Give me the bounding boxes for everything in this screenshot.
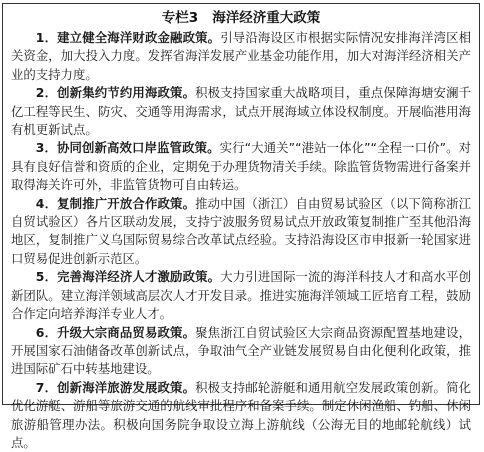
policy-item-3 (11, 139, 471, 194)
policy-item-7 (11, 379, 471, 452)
policy-item-2 (11, 84, 471, 139)
box-heading: 海洋经济重大政策 (212, 10, 321, 26)
policy-item-body: 推动中国（浙江）自由贸易试验区（以下简称浙江自贸试验区）各片区联动发展，支持宁波服务贸易试点开放政策复制推广至其他沿海地区，复制推广义乌国际贸易综合改革试点经验。支持沿海设区市申报新一轮国家进口贸易促进创新示范区。 (11, 195, 472, 266)
policy-item-lead: 4．复制推广开放合作政策。 (35, 195, 196, 211)
policy-item-1 (11, 29, 471, 84)
policy-item-lead: 6．升级大宗商品贸易政策。 (35, 324, 196, 340)
policy-item-lead: 3．协同创新高效口岸监管政策。 (35, 140, 220, 156)
box-title (11, 9, 471, 28)
policy-item-lead: 5．完善海洋经济人才激励政策。 (35, 269, 221, 285)
policy-item-body: 积极支持邮轮游艇和通用航空发展政策创新。简化优化游艇、游船等旅游交通的航线审批程序和备案手续。制定休闲渔船、钓船、休闲旅游船管理办法。积极向国务院争取设立海上游航线（公海无目的地邮轮航线）试点。 (11, 379, 472, 450)
policy-item-4 (11, 195, 471, 269)
policy-item-body: 大力引进国际一流的海洋科技人才和高水平创新团队。建立海洋领域高层次人才开发目录。推进实施海洋领域工匠培育工程，鼓励合作定向培养海洋专业人才。 (11, 269, 472, 322)
policy-item-body: 积极支持国家重大战略项目，重点保障海塘安澜千亿工程等民生、防灾、交通等用海需求，试点开展海域立体设权制度。开展临港用海有机更新试点。 (11, 85, 472, 138)
box-label: 专栏3 (161, 10, 199, 26)
policy-item-lead: 7．创新海洋旅游发展政策。 (35, 379, 196, 395)
policy-item-lead: 2．创新集约节约用海政策。 (35, 85, 196, 101)
policy-item-body: 聚焦浙江自贸试验区大宗商品资源配置基地建设，开展国家石油储备改革创新试点，争取油气全产业链发展贸易自由化便利化政策，推进国际矿石中转基地建设。 (11, 324, 472, 377)
policy-box (2, 3, 480, 450)
policy-item-lead: 1．建立健全海洋财政金融政策。 (35, 30, 221, 45)
policy-item-5 (11, 268, 471, 323)
policy-item-body: 引导沿海设区市根据实际情况安排海洋湾区相关资金，加大投入力度。发挥省海洋发展产业基金功能作用，加大对海洋经济相关产业的支持力度。 (11, 30, 472, 82)
policy-item-6 (11, 324, 471, 379)
policy-item-body: 实行“大通关”“港站一体化”“全程一口价”。对具有良好信誉和资质的企业，定期免于办理货物清关手续。除监管货物需进行备案并取得海关许可外，非监管货物可自由转运。 (11, 140, 472, 193)
